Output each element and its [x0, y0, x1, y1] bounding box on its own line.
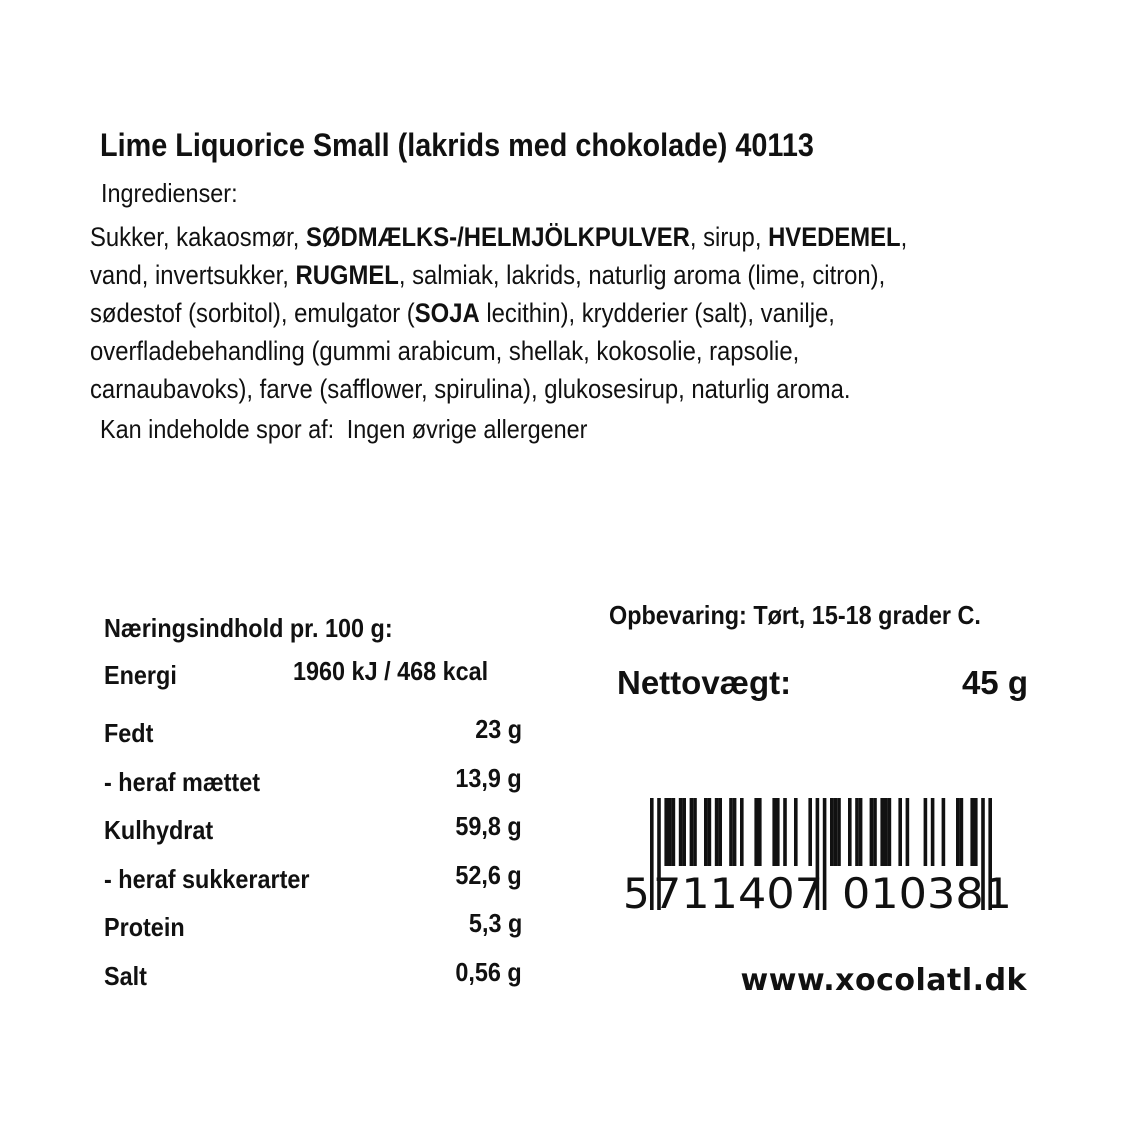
- ingredients-line: [90, 370, 907, 408]
- barcode-bar: [924, 798, 928, 866]
- barcode-bar: [834, 798, 838, 866]
- nutrition-row: [104, 811, 522, 864]
- nutrition-value: 59,8 g: [455, 811, 522, 841]
- energy-label: Energi: [104, 660, 177, 690]
- barcode-bar: [960, 798, 964, 866]
- barcode-bar: [718, 798, 722, 866]
- nutrition-row: [104, 762, 522, 816]
- barcode-bar: [733, 798, 737, 866]
- barcode-bar: [682, 798, 686, 866]
- ingredient-text: , salmiak, lakrids, naturlig aroma (lime, citron),: [398, 260, 886, 290]
- barcode-bar: [823, 798, 827, 910]
- barcode-bar: [672, 798, 676, 866]
- barcode-bar: [884, 798, 888, 866]
- ingredient-text: , sirup,: [689, 222, 769, 252]
- ingredient-text: overfladebehandling (gummi arabicum, shellak, kokosolie, rapsolie,: [90, 336, 800, 366]
- barcode-bar: [956, 798, 960, 866]
- nutrition-row: [104, 956, 522, 1010]
- ingredients-line: [90, 294, 907, 332]
- barcode-bar: [668, 798, 672, 866]
- barcode-bar: [906, 798, 910, 866]
- barcode-bar: [693, 798, 697, 866]
- barcode-bar: [776, 798, 780, 866]
- barcode-bar: [715, 798, 719, 866]
- barcode-bar: [772, 798, 776, 866]
- barcode-bar: [898, 798, 902, 866]
- nutrition-row: [104, 908, 522, 961]
- net-weight-value: 45 g: [961, 664, 1028, 701]
- nutrition-label: Kulhydrat: [104, 815, 214, 845]
- nutrition-label: - heraf mættet: [104, 766, 261, 797]
- barcode-bar: [970, 798, 974, 866]
- nutrition-label: - heraf sukkerarter: [104, 863, 310, 894]
- nutrition-row: [104, 859, 522, 913]
- barcode-first-digit: 5: [623, 869, 650, 918]
- nutrition-row: [104, 714, 522, 767]
- barcode-right-digits: 010381: [842, 869, 1012, 918]
- nutrition-value: 5,3 g: [468, 908, 522, 938]
- barcode-bar: [754, 798, 758, 866]
- product-title: Lime Liquorice Small (lakrids med chokolade) 40113: [100, 127, 814, 163]
- may-contain-value: Ingen øvrige allergener: [346, 414, 588, 444]
- barcode-bar: [808, 798, 812, 866]
- ingredients-line: [90, 332, 907, 370]
- ingredients-line: [90, 218, 907, 256]
- barcode-bar: [704, 798, 708, 866]
- barcode-bar: [830, 798, 834, 866]
- ingredients-text: [90, 218, 907, 408]
- energy-value: 1960 kJ / 468 kcal: [293, 656, 489, 686]
- ingredient-text: Sukker, kakaosmør,: [90, 222, 307, 252]
- nutrition-value: 13,9 g: [455, 762, 522, 793]
- barcode-bar: [729, 798, 733, 866]
- nutrition-value: 52,6 g: [455, 859, 522, 890]
- nutrition-label: Protein: [104, 912, 185, 942]
- may-contain: [100, 414, 587, 445]
- ingredient-text: lecithin), krydderier (salt), vanilje,: [479, 298, 835, 328]
- barcode-bar: [837, 798, 841, 866]
- barcode-bar: [870, 798, 874, 866]
- ingredient-text: carnaubavoks), farve (safflower, spirulina), glukosesirup, naturlig aroma.: [90, 374, 851, 404]
- ingredients-label: Ingredienser:: [101, 178, 238, 208]
- barcode-bar: [783, 798, 787, 866]
- barcode-bar: [880, 798, 884, 866]
- barcode-left-digits: 711407: [653, 869, 823, 918]
- barcode-bar: [708, 798, 712, 866]
- barcode-bar: [859, 798, 863, 866]
- barcode-bar: [942, 798, 946, 866]
- net-weight-label: Nettovægt:: [617, 664, 792, 701]
- allergen-text: RUGMEL: [295, 260, 399, 290]
- barcode-bar: [974, 798, 978, 866]
- nutrition-heading: Næringsindhold pr. 100 g:: [104, 613, 393, 643]
- nutrition-value: 23 g: [475, 714, 522, 744]
- barcode-bar: [664, 798, 668, 866]
- allergen-text: SØDMÆLKS-/HELMJÖLKPULVER: [306, 222, 690, 252]
- barcode: [620, 780, 1030, 920]
- ingredient-text: vand, invertsukker,: [90, 260, 296, 290]
- may-contain-label: Kan indeholde spor af:: [100, 414, 335, 444]
- nutrition-label: Fedt: [104, 718, 154, 748]
- ingredient-text: ,: [900, 222, 908, 252]
- nutrition-table: [104, 714, 522, 1009]
- allergen-text: HVEDEMEL: [768, 222, 901, 252]
- barcode-bar: [888, 798, 892, 866]
- barcode-bar: [740, 798, 744, 866]
- barcode-bar: [679, 798, 683, 866]
- ingredients-line: [90, 256, 907, 294]
- barcode-bar: [931, 798, 935, 866]
- website-url: www.xocolatl.dk: [740, 963, 1027, 998]
- allergen-text: SOJA: [414, 298, 480, 328]
- ingredient-text: sødestof (sorbitol), emulgator (: [90, 298, 415, 328]
- barcode-bar: [794, 798, 798, 866]
- nutrition-label: Salt: [104, 960, 147, 991]
- storage-info: Opbevaring: Tørt, 15-18 grader C.: [609, 600, 981, 630]
- barcode-bar: [848, 798, 852, 866]
- barcode-bar: [690, 798, 694, 866]
- barcode-bar: [873, 798, 877, 866]
- barcode-bar: [758, 798, 762, 866]
- nutrition-value: 0,56 g: [455, 956, 522, 987]
- barcode-bar: [855, 798, 859, 866]
